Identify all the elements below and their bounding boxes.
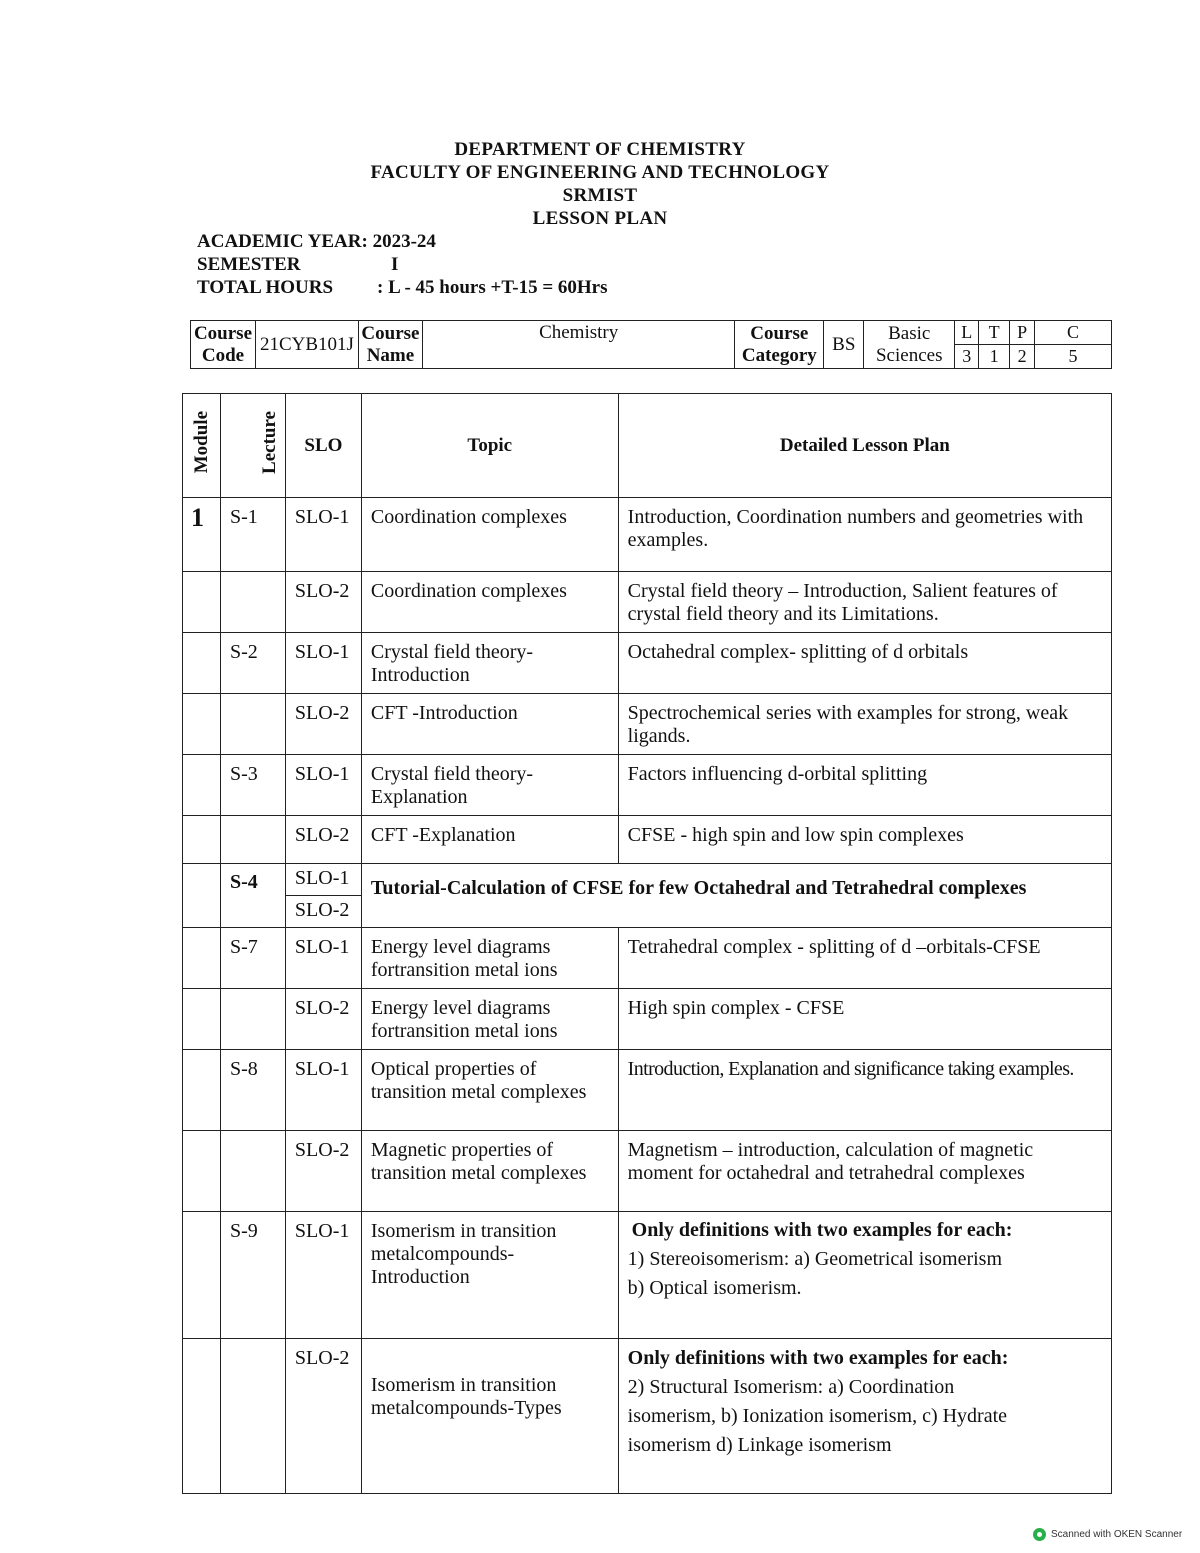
module-cell (183, 1050, 221, 1131)
session-cell (220, 1339, 285, 1494)
detail-line: b) Optical isomerism. (627, 1277, 802, 1299)
module-cell (183, 864, 221, 928)
topic-cell: Crystal field theory- Introduction (361, 633, 618, 694)
table-row (183, 1212, 1112, 1339)
topic-cell: Coordination complexes (361, 572, 618, 633)
course-code-label (191, 321, 256, 369)
module-cell (183, 1339, 221, 1494)
session-cell: S-2 (220, 633, 285, 694)
course-name-label-line1: Course (361, 322, 420, 344)
category-name-line2: Sciences (875, 344, 943, 366)
table-row (183, 1339, 1112, 1494)
course-code-value: 21CYB101J (255, 321, 358, 369)
module-cell (183, 1131, 221, 1212)
session-cell (220, 694, 285, 755)
slo-cell: SLO-1 (285, 1212, 361, 1339)
academic-year (197, 230, 436, 253)
detail-header: Detailed Lesson Plan (618, 394, 1111, 498)
total-hours (197, 276, 608, 299)
topic-cell: Optical properties of transition metal complexes (361, 1050, 618, 1131)
topic-cell: CFT -Introduction (361, 694, 618, 755)
detail-cell: CFSE - high spin and low spin complexes (618, 816, 1111, 864)
scanner-text: Scanned with OKEN Scanner (1051, 1529, 1183, 1540)
slo-cell: SLO-1 (285, 633, 361, 694)
topic-header: Topic (361, 394, 618, 498)
module-cell (183, 928, 221, 989)
slo-cell: SLO-2 (285, 694, 361, 755)
session-cell: S-4 (220, 864, 285, 928)
semester-label: SEMESTER (197, 254, 301, 275)
session-cell (220, 572, 285, 633)
slo-cell: SLO-2 (285, 1131, 361, 1212)
topic-cell: Crystal field theory- Explanation (361, 755, 618, 816)
module-header (183, 394, 221, 498)
slo-header: SLO (285, 394, 361, 498)
table-row (183, 1050, 1112, 1131)
session-cell (220, 989, 285, 1050)
detail-line: isomerism, b) Ionization isomerism, c) Hydrate (627, 1405, 1008, 1427)
table-row (183, 498, 1112, 572)
course-name-label (358, 321, 422, 369)
course-info-table (190, 320, 1112, 369)
course-category-value: BS (824, 321, 864, 369)
ltpc-value-t: 1 (979, 345, 1010, 369)
slo-cell: SLO-1 (285, 1050, 361, 1131)
document-header (0, 138, 1200, 230)
session-cell: S-1 (220, 498, 285, 572)
topic-cell: Isomerism in transition metalcompounds- Introduction (361, 1212, 618, 1339)
table-row (183, 633, 1112, 694)
ltpc-header-t: T (979, 321, 1010, 345)
module-cell (183, 633, 221, 694)
ltpc-header-l: L (955, 321, 979, 345)
detail-cell (618, 1212, 1111, 1339)
module-cell (183, 816, 221, 864)
scanner-logo-icon (1033, 1528, 1046, 1541)
course-category-label-line2: Category (741, 344, 817, 366)
session-cell: S-3 (220, 755, 285, 816)
table-row (183, 816, 1112, 864)
topic-cell: Energy level diagrams fortransition metal ions (361, 928, 618, 989)
topic-cell: Energy level diagrams fortransition metal ions (361, 989, 618, 1050)
detail-cell: Introduction, Coordination numbers and geometries with examples. (618, 498, 1111, 572)
tutorial-row (183, 864, 1112, 896)
slo-cell: SLO-2 (285, 816, 361, 864)
session-cell: S-9 (220, 1212, 285, 1339)
module-header-label: Module (190, 411, 212, 474)
table-row (183, 572, 1112, 633)
topic-cell: CFT -Explanation (361, 816, 618, 864)
topic-cell: Isomerism in transition metalcompounds-Types (361, 1339, 618, 1494)
total-hours-label: TOTAL HOURS (197, 277, 334, 298)
lecture-header (220, 394, 285, 498)
lecture-header-label: Lecture (258, 411, 280, 474)
detail-cell: High spin complex - CFSE (618, 989, 1111, 1050)
ltpc-value-c: 5 (1035, 345, 1112, 369)
academic-year-label: ACADEMIC YEAR: 2023-24 (197, 231, 436, 252)
semester (197, 253, 399, 276)
course-category-label-line1: Course (750, 322, 809, 344)
module-cell (183, 755, 221, 816)
tutorial-topic: Tutorial-Calculation of CFSE for few Octahedral and Tetrahedral complexes (361, 864, 1111, 928)
course-category-name (864, 321, 955, 369)
slo-cell: SLO-1 (285, 755, 361, 816)
detail-line: 2) Structural Isomerism: a) Coordination (627, 1376, 955, 1398)
course-name-label-line2: Name (366, 344, 415, 366)
detail-line: isomerism d) Linkage isomerism (627, 1434, 892, 1456)
detail-cell: Tetrahedral complex - splitting of d –orbitals-CFSE (618, 928, 1111, 989)
module-cell (183, 572, 221, 633)
slo-cell: SLO-1 (285, 498, 361, 572)
table-row (183, 755, 1112, 816)
topic-cell: Coordination complexes (361, 498, 618, 572)
session-cell (220, 1131, 285, 1212)
slo-cell: SLO-2 (285, 1339, 361, 1494)
slo-cell: SLO-1 (285, 864, 361, 896)
lesson-plan-table (182, 393, 1112, 1494)
detail-cell: Crystal field theory – Introduction, Salient features of crystal field theory and its Limitations. (618, 572, 1111, 633)
detail-cell (618, 1339, 1111, 1494)
module-cell (183, 989, 221, 1050)
detail-cell: Factors influencing d-orbital splitting (618, 755, 1111, 816)
ltpc-header-p: P (1010, 321, 1035, 345)
detail-cell: Octahedral complex- splitting of d orbitals (618, 633, 1111, 694)
detail-heading: Only definitions with two examples for each: (627, 1347, 1009, 1369)
detail-cell: Spectrochemical series with examples for strong, weak ligands. (618, 694, 1111, 755)
ltpc-value-l: 3 (955, 345, 979, 369)
course-code-label-line1: Course (193, 322, 253, 344)
detail-cell: Introduction, Explanation and significance taking examples. (618, 1050, 1111, 1131)
department-title: DEPARTMENT OF CHEMISTRY (454, 139, 746, 160)
module-cell (183, 1212, 221, 1339)
module-number: 1 (183, 498, 221, 572)
course-category-label (735, 321, 824, 369)
table-header-row (183, 394, 1112, 498)
institute-title: SRMIST (562, 185, 638, 206)
slo-cell: SLO-1 (285, 928, 361, 989)
category-name-line1: Basic (888, 322, 931, 344)
table-row (183, 989, 1112, 1050)
ltpc-value-p: 2 (1010, 345, 1035, 369)
semester-value: I (391, 254, 399, 275)
table-row (183, 1131, 1112, 1212)
table-row (183, 928, 1112, 989)
course-name-value: Chemistry (422, 321, 734, 369)
session-cell: S-7 (220, 928, 285, 989)
ltpc-header-c: C (1035, 321, 1112, 345)
scanner-watermark (1033, 1528, 1182, 1541)
session-cell (220, 816, 285, 864)
faculty-title: FACULTY OF ENGINEERING AND TECHNOLOGY (370, 162, 830, 183)
slo-cell: SLO-2 (285, 989, 361, 1050)
detail-line: 1) Stereoisomerism: a) Geometrical isomerism (627, 1248, 1003, 1270)
slo-cell: SLO-2 (285, 896, 361, 928)
table-row (183, 694, 1112, 755)
slo-cell: SLO-2 (285, 572, 361, 633)
session-cell: S-8 (220, 1050, 285, 1131)
lesson-plan-title: LESSON PLAN (532, 208, 668, 229)
total-hours-value: : L - 45 hours +T-15 = 60Hrs (377, 277, 608, 298)
module-cell (183, 694, 221, 755)
topic-cell: Magnetic properties of transition metal complexes (361, 1131, 618, 1212)
detail-cell: Magnetism – introduction, calculation of magnetic moment for octahedral and tetrahedral complexes (618, 1131, 1111, 1212)
course-code-label-line2: Code (201, 344, 245, 366)
detail-heading: Only definitions with two examples for each: (631, 1219, 1013, 1241)
